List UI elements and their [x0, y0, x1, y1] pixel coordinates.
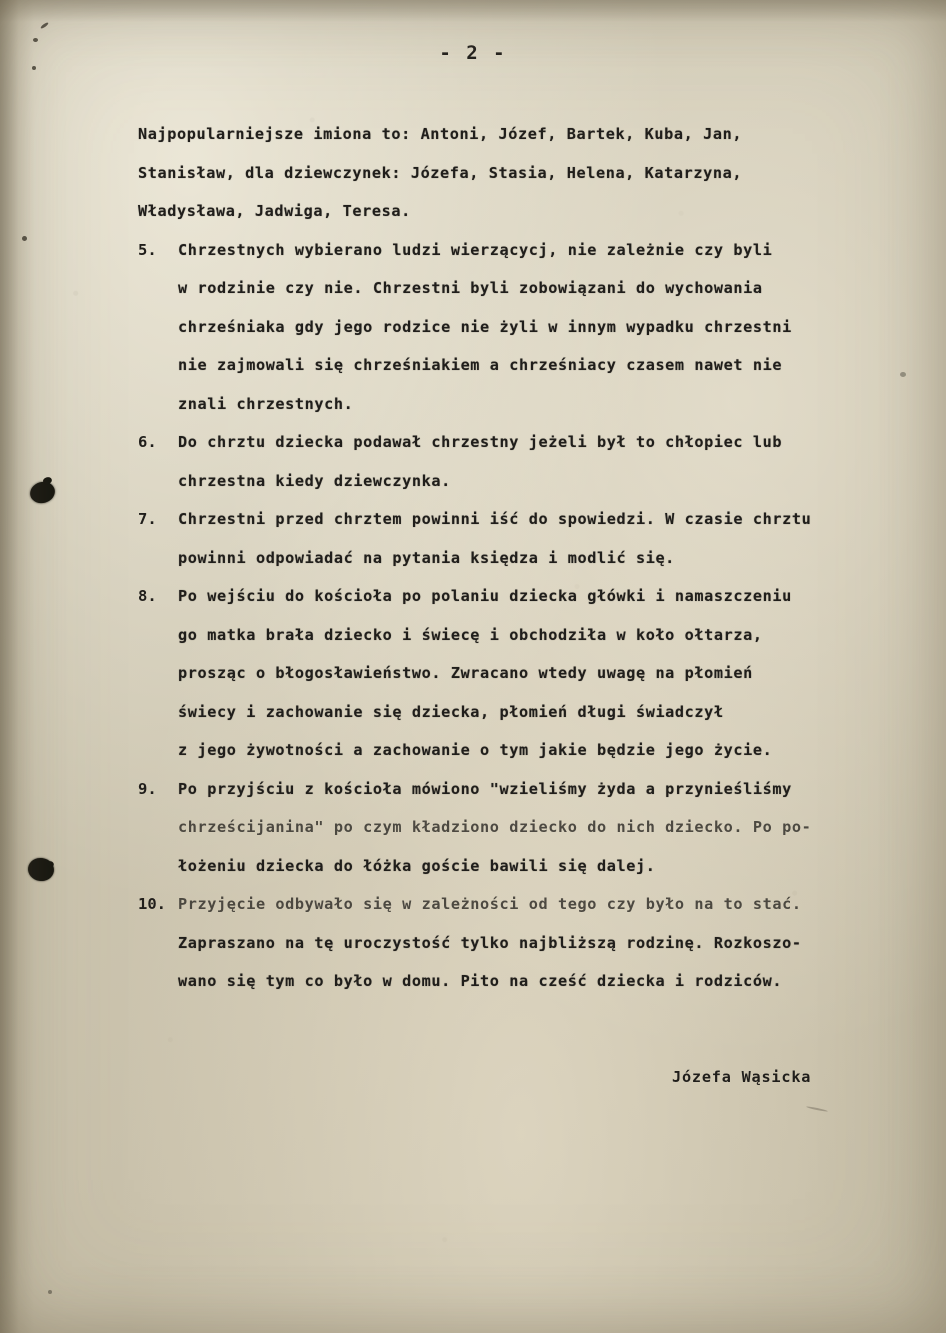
document-body: [138, 115, 898, 1001]
paragraph-marker: 6.: [138, 433, 157, 451]
paper-speck: [806, 1106, 828, 1113]
paragraph: [138, 770, 898, 886]
paragraph-marker: 10.: [138, 895, 166, 913]
text-line: Zapraszano na tę uroczystość tylko najbliższą rodzinę. Rozkoszo-: [178, 933, 802, 952]
paragraph: [138, 115, 898, 231]
paragraph-marker: 8.: [138, 587, 157, 605]
paper-speck: [48, 1290, 52, 1294]
text-line: Po przyjściu z kościoła mówiono "wzieliśmy żyda a przynieśliśmy: [178, 779, 792, 798]
paragraph-lines: [178, 231, 898, 424]
text-line: świecy i zachowanie się dziecka, płomień długi świadczył: [178, 702, 724, 721]
paragraph-marker: 9.: [138, 779, 157, 798]
paragraph-lines: [138, 115, 898, 231]
text-line: prosząc o błogosławieństwo. Zwracano wtedy uwagę na płomień: [178, 664, 753, 682]
text-line: Przyjęcie odbywało się w zależności od tego czy było na to stać.: [178, 895, 802, 913]
paper-speck: [40, 22, 49, 30]
text-line: znali chrzestnych.: [178, 394, 354, 413]
paragraph-lines: [178, 885, 898, 1001]
paragraph: [138, 885, 898, 1001]
paper-speck: [32, 66, 36, 70]
text-line: łożeniu dziecka do łóżka goście bawili się dalej.: [178, 856, 656, 875]
paragraph: [138, 577, 898, 770]
page-left-shadow: [0, 0, 34, 1333]
text-line: z jego żywotności a zachowanie o tym jakie będzie jego życie.: [178, 741, 773, 759]
text-line: powinni odpowiadać na pytania księdza i modlić się.: [178, 548, 675, 567]
text-line: go matka brała dziecko i świecę i obchodziła w koło ołtarza,: [178, 625, 763, 644]
paragraph: [138, 231, 898, 424]
paper-speck: [22, 236, 27, 241]
text-line: wano się tym co było w domu. Pito na cześć dziecka i rodziców.: [178, 972, 783, 990]
text-line: chrześcijanina" po czym kładziono dziecko do nich dziecko. Po po-: [178, 818, 812, 836]
text-line: Najpopularniejsze imiona to: Antoni, Józef, Bartek, Kuba, Jan,: [138, 125, 743, 143]
text-line: chrzestna kiedy dziewczynka.: [178, 471, 451, 490]
paragraph-lines: [178, 577, 898, 770]
text-line: Po wejściu do kościoła po polaniu dziecka główki i namaszczeniu: [178, 587, 792, 605]
paragraph-lines: [178, 770, 898, 886]
page-top-shadow: [0, 0, 946, 22]
text-line: Władysława, Jadwiga, Teresa.: [138, 202, 411, 220]
text-line: chrześniaka gdy jego rodzice nie żyli w innym wypadku chrzestni: [178, 317, 792, 336]
paragraph-lines: [178, 500, 898, 577]
ink-blot-icon: [27, 856, 56, 882]
paper-speck: [900, 372, 906, 377]
paper-speck: [33, 38, 38, 42]
signature: Józefa Wąsicka: [672, 1068, 812, 1086]
paragraph: [138, 500, 898, 577]
paragraph-lines: [178, 423, 898, 500]
ink-blot-icon: [28, 479, 58, 506]
paragraph-marker: 5.: [138, 240, 157, 259]
text-line: Chrzestnych wybierano ludzi wierzącycj, nie zależnie czy byli: [178, 240, 773, 259]
text-line: Stanisław, dla dziewczynek: Józefa, Stasia, Helena, Katarzyna,: [138, 163, 743, 182]
text-line: nie zajmowali się chrześniakiem a chrześniacy czasem nawet nie: [178, 356, 783, 374]
text-line: Do chrztu dziecka podawał chrzestny jeżeli był to chłopiec lub: [178, 433, 783, 451]
paragraph-marker: 7.: [138, 510, 157, 528]
page-number: - 2 -: [439, 42, 507, 64]
text-line: Chrzestni przed chrztem powinni iść do spowiedzi. W czasie chrztu: [178, 510, 812, 528]
text-line: w rodzinie czy nie. Chrzestni byli zobowiązani do wychowania: [178, 279, 763, 297]
paragraph: [138, 423, 898, 500]
